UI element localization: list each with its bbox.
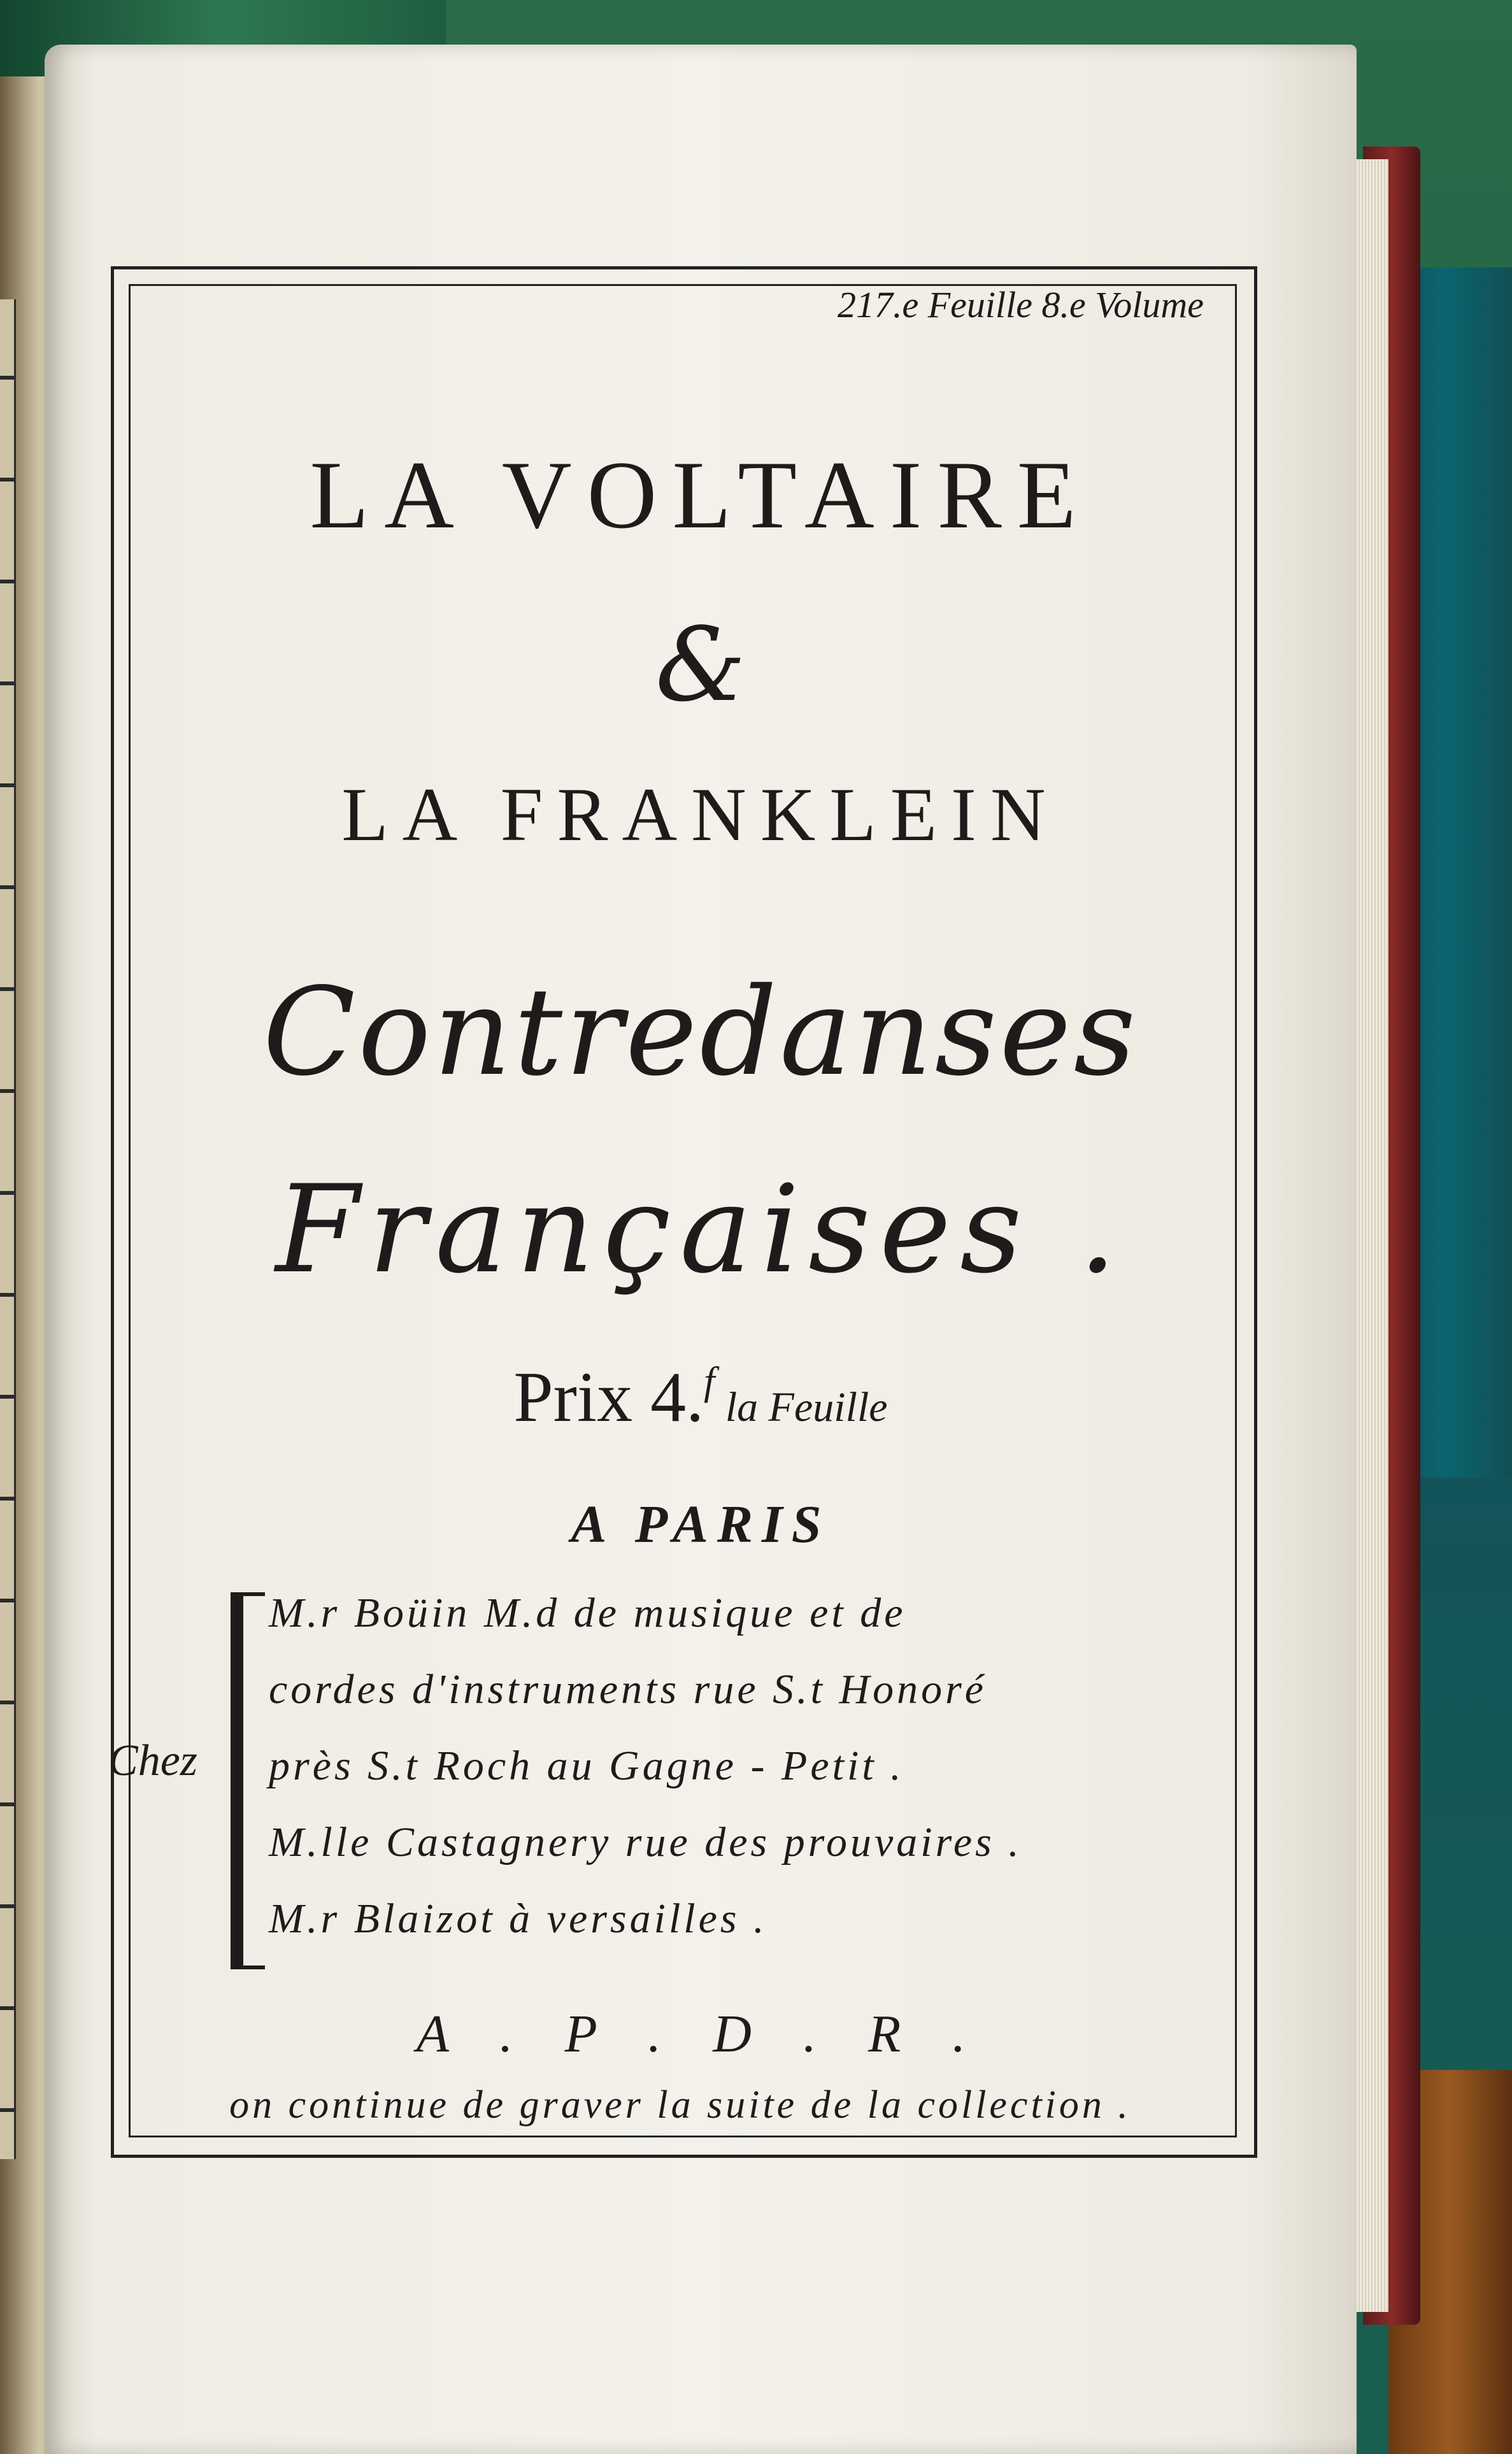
address-line: M.r Boüin M.d de musique et de [269,1590,906,1636]
title-line-franklein: LA FRANKLEIN [341,772,1060,857]
address-bracket [231,1592,265,1969]
address-line: M.lle Castagnery rue des prouvaires . [269,1819,1022,1865]
price-unit: f [704,1360,715,1403]
footer-note: on continue de graver la suite de la collection . [229,2083,1131,2127]
publisher-city: A PARIS [571,1495,831,1554]
address-line: cordes d'instruments rue S.t Honoré [269,1666,987,1713]
volume-reference: 217.e Feuille 8.e Volume [838,284,1204,325]
left-page-music-staff-edge [0,299,16,2159]
price-per-sheet: la Feuille [715,1384,888,1430]
title-ampersand: & [655,605,746,724]
address-line: M.r Blaizot à versailles . [269,1895,767,1942]
price-line [45,1357,1357,1439]
subtitle-contredanses: Contredanses [262,962,1139,1102]
subtitle-francaises: Françaises . [275,1159,1126,1300]
price-amount: Prix 4. [513,1358,704,1437]
title-page [45,45,1357,2454]
title-line-voltaire: LA VOLTAIRE [310,441,1092,548]
address-line: près S.t Roch au Gagne - Petit . [269,1743,904,1789]
chez-label: Chez [108,1736,197,1785]
privilege-mark: A . P . D . R . [416,2004,985,2064]
